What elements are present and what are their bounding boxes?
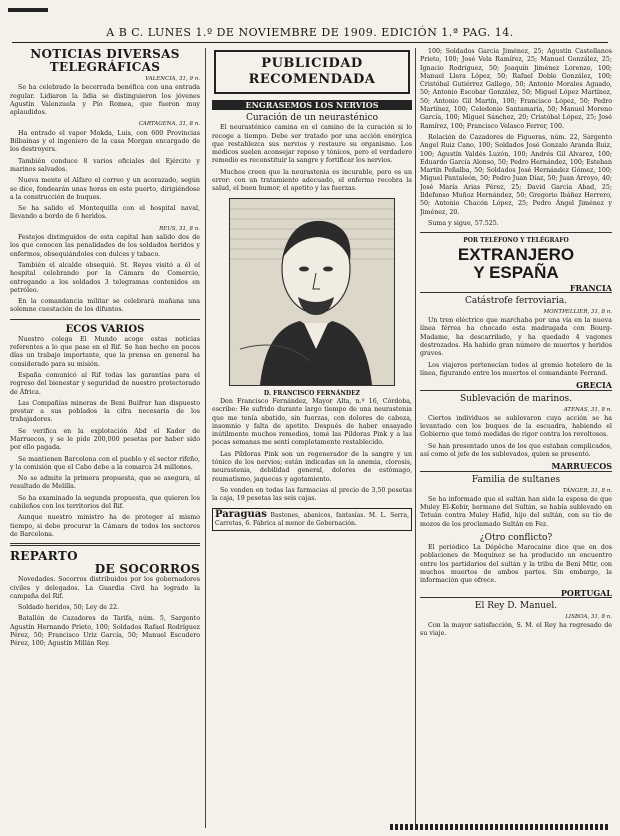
paragraph: Con la mayor satisfacción, S. M. el Rey ha regresado de su viaje.	[420, 622, 612, 638]
paragraph: Un tren eléctrico que marchaba por una vía en la nueva línea férrea ha chocado esta madrugada con Bourg-Madame, ha descarrilado, y ha quedado 4 vagones destrozados. Ha habido gran número de muertos y heridos graves.	[420, 317, 612, 358]
paragraph: Ha entrado el vapor Mokda, Luis, con 600 Provincias Bilbaínas y el ingeniero de la casa Morgan encargado de los destroyers.	[10, 129, 200, 154]
dateline: ATENAS, 31, 8 n.	[563, 406, 612, 413]
paragraph: Festejos distinguidos de esta capital han salido dos de los que conocen las penalidades de los soldados heridos y enfermos, obsequiándoles con dulces y tabaco.	[10, 234, 200, 258]
section-grecia: GRECIA	[420, 381, 612, 390]
reparto-subtitle: DE SOCORROS	[94, 562, 200, 577]
dateline: LISBOA, 31, 8 n.	[565, 613, 612, 620]
extranjero-title: EXTRANJERO	[457, 244, 575, 264]
running-head: A B C. LUNES 1.º DE NOVIEMBRE DE 1909. EDICIÓN 1.ª PAG. 14.	[12, 26, 608, 43]
paraguas-text: Bastones, abanicos, fantasías. M. L. Serra, Carretas, 6. Fábrica al menor de Gobernación.	[215, 511, 409, 527]
paragraph: Se ha salido el Montequilla con el hospital naval, llevando a bordo de 6 heridos.	[10, 205, 200, 221]
paragraph: Aunque nuestro ministro ha de proteger al mismo tiempo, si debe procurar la Cámara de todos los sectores de Barcelona.	[10, 514, 200, 538]
column-rule	[205, 48, 206, 828]
dateline: TÁNGER, 31, 8 n.	[562, 487, 612, 494]
paragraph: El periódico La Dépêche Marocaine dice que en dos poblaciones de Mequinez se ha producido un encuentro entre los partidarios del sultán y la tribu de Beni Mtir, con muchos muertos de ambos partes. Sin embargo, la información que ofrece.	[420, 544, 612, 585]
otro-conflicto-title: ¿Otro conflicto?	[479, 533, 553, 544]
noticias-title: NOTICIAS DIVERSAS	[30, 48, 180, 61]
paragraph: Se verifica en la explotación Abd el Kader de Marruecos, y se le pide 200,000 pesetas por haber sido por ello pagada.	[10, 427, 200, 452]
ad-paragraph: Don Francisco Fernández, Mayor Alta, n.º 16, Córdoba, escribe: He sufrido durante largo tiempo de una neurastenia que me tenía abatido, sin fuerzas, con dolores de cabeza, insomnio y falta de apetito. Después de haber ensayado inútilmente muchos remedios, tomé las Píldoras Pink y a las pocas semanas me sentí completamente restablecido.	[212, 397, 412, 447]
paragraph: 100; Soldados García Jiménez, 25; Agustín Castellanos Prieto, 100; José Vela Ramírez, 25; Manuel González, 25; Ignacio Rodríguez, 50; Joaquín Jiménez Lorenzo, 100; Manuel Llera López, 50; Rafael Doble González, 100; Cristóbal Gutiérrez Gallego, 50; Antonio Morales Aguado, 50; Antonio Escobar González, 50; Miguel López Martínez, 50; Antonio Gil Martín, 100; Francisco López, 50; Pedro Martínez, 100; Celedonio Santamaría, 50; Manuel Moreno García, 100; Miguel Sánchez, 20; Cristóbal López, 25; José Ramírez, 100; Francisco Velasco Ferrer, 100.	[420, 48, 612, 130]
recomendada-line: RECOMENDADA	[248, 72, 376, 87]
sublevacion-title: Sublevación de marinos.	[459, 393, 573, 404]
dateline: MONTPELLIER, 31, 8 n.	[543, 308, 612, 315]
section-francia: FRANCIA	[420, 284, 612, 293]
paragraph: Las Compañías mineras de Beni Buifrur han dispuesto prestar a sus poblados la cifra necesaria de los trabajadores.	[10, 399, 200, 424]
catastrofe-title: Catástrofe ferroviaria.	[464, 295, 568, 306]
ad-paragraph: Las Píldoras Pink son un regenerador de la sangre y un tónico de los nervios; están indicadas en la anemia, clorosis, neurastenia, debilidad general, dolores de estómago, reumatismo, jaquecas y agotamiento.	[212, 450, 412, 483]
portrait-caption: D. FRANCISCO FERNÁNDEZ	[263, 389, 361, 397]
paragraph: Relación de Cazadores de Figueras, núm. 22, Sargento Angel Ruiz Cano, 100; Soldados José Gonzalo Aranda Ruiz, 100; Agustín Valdés Luzón, 100; Andrés Gil Alvarez, 100; Eduardo García Alonso, 50; Pedro Hernández, 100; Esteban Martín Peñalba, 50; Soldados José Hernández Gómez, 100; Miguel Pantaleón, 50; Pedro Juan Díaz, 50; Juan Arroyo, 40; José María Arias Pérez, 25; David García Abad, 25; Ildefonso Muñoz Hernández, 50; Gregorio Ibáñez Herrero, 50; Antonio Chacón López, 25; Pedro Ángel Jiménez y Jiménez, 20.	[420, 133, 612, 216]
section-marruecos: MARRUECOS	[420, 462, 612, 471]
paragraph: Ciertos individuos se sublevaron cuya acción se ha levantado con los buques de la escuadra, habiendo el Gobierno que tomó medidas de rigor contra los revoltosos.	[420, 414, 612, 439]
paragraph: En la comandancia militar se celebrará mañana una solemne cuestación de los difuntos.	[10, 298, 200, 314]
noticias-subtitle: TELEGRÁFICAS	[49, 60, 161, 74]
ecos-title: ECOS VARIOS	[65, 323, 145, 335]
paragraph: Se mantienen Barcelona con el pueblo y el sector rifeño, y la comisión que el Cabo debe a la comarca 24 millones.	[10, 455, 200, 471]
paraguas-title: Paraguas	[215, 508, 267, 520]
section-portugal: PORTUGAL	[420, 589, 612, 598]
divider	[10, 319, 200, 320]
paragraph: Se han presentado unos de los que estaban complicados, así como el jefe de los sublevados, quien se presentó.	[420, 442, 612, 458]
paragraph: Batallón de Cazadores de Tarifa, núm. 5, Sargento Agustín Hernando Prieto, 100; Soldados Rafael Rodríguez Pérez, 50; Francisco Uriz García, 50; Manuel Escudero Pérez, 100; Agustín Millán Rey.	[10, 615, 200, 648]
paragraph: Se ha celebrado la becerrada benéfica con una entrada regular. Lidiaron la lidia se distinguieron los jóvenes Agustín Valenzuela y Pío Romea, que fueron muy aplaudidos.	[10, 84, 200, 117]
espana-title: Y ESPAÑA	[473, 262, 559, 282]
portrait-engraving	[230, 199, 394, 385]
paragraph: Nuestro colega El Mundo acoge estas noticias referentes a lo que pase en el Rif. Se han hecho en pocos días un trabajo importante, que la prensa en general ha considerado para su misión.	[10, 335, 200, 368]
publicidad-box	[214, 50, 410, 94]
ad-paragraph: Muchos creen que la neurastenia es incurable, pero es un error: con un tratamiento adecuado, el enfermo recobra la salud, el buen humor, el apetito y las fuerzas.	[212, 168, 412, 193]
column-center	[212, 48, 412, 828]
wire-line: POR TELÉFONO Y TELÉGRAFO	[463, 237, 569, 245]
dateline: REUS, 31, 8 n.	[159, 225, 200, 232]
ad-paragraph: El neurasténico camina en el camino de la curación si lo recoge a tiempo. Debe ser tratado por una acción enérgica que restablezca sus nervios y restaure su organismo. Los médicos suelen aconsejar reposo y tónicos, pero el verdadero remedio es reconstituir la sangre y fortificar los nervios.	[212, 124, 412, 165]
rey-manuel-title: El Rey D. Manuel.	[474, 600, 558, 611]
paragraph: Se ha informado que el sultán han sido la esposa de que Muley El-Kebir, hermano del Sultán, se había sublevado en Tetuán contra Muley Hafid, hijo del sultán, con su tío de mozos de los proclamado Sultán en Fez.	[420, 495, 612, 528]
paragraph: Novedades. Socorros distribuidos por los gobernadores civiles y delegados. La Guardia Civil ha logrado la campaña del Rif.	[10, 576, 200, 600]
paragraph: También el alcalde obsequió. St. Reyes visitó a él el hospital celebrando por la Cámara de Comercio, entregando a los soldados 3 telegramas contenidos en petróleo.	[10, 261, 200, 294]
paragraph: No se admite la primera propuesta, que se asegura, al resultado de Melilla.	[10, 475, 200, 491]
reparto-title: REPARTO	[10, 549, 78, 564]
paragraph: Se ha examinado la segunda propuesta, que quieren los cabileños con los territorios del Rif.	[10, 494, 200, 511]
paragraph: También conduce 8 varios oficiales del Ejército y marinos salvados.	[10, 157, 200, 173]
print-mark	[8, 8, 48, 12]
footer-print-bar	[390, 824, 610, 830]
portrait-illustration	[229, 198, 395, 386]
paragraph: Soldado heridos, 50; Ley de 22.	[18, 604, 119, 612]
publicidad-line: PUBLICIDAD	[261, 56, 363, 71]
column-rule	[415, 48, 416, 828]
paragraph: España comunicó al Rif todas las garantías para el regreso del bienestar y seguridad de nuestro protectorado de África.	[10, 371, 200, 396]
ad-subtitle: Curación de un neurasténico	[245, 113, 379, 124]
divider	[420, 232, 612, 233]
column-right	[420, 48, 612, 828]
dateline: VALENCIA, 31, 9 n.	[145, 76, 200, 82]
divider	[10, 543, 200, 546]
familia-title: Familia de sultanes	[471, 474, 561, 485]
ad-paragraph: Se venden en todas las farmacias al precio de 3,50 pesetas la caja, 19 pesetas las seis cajas.	[212, 486, 412, 503]
dateline: CARTAGENA, 31, 8 n.	[138, 121, 200, 128]
paragraph: Los viajeros pertenecían todos al gremio hotelero de la línea, figurando entre los muertos el comandante Ferrand.	[420, 361, 612, 377]
ad-banner: ENGRASEMOS LOS NERVIOS	[212, 100, 412, 110]
subtotal: Suma y sigue, 57.525.	[428, 219, 499, 227]
paragraph: Nueva mente el Alfaro el correo y un acorazado, según se dice, fondearán unas horas en este puerto, dirigiéndose a la construcción de buques.	[10, 177, 200, 201]
column-left	[10, 48, 200, 828]
paraguas-ad	[212, 508, 412, 532]
